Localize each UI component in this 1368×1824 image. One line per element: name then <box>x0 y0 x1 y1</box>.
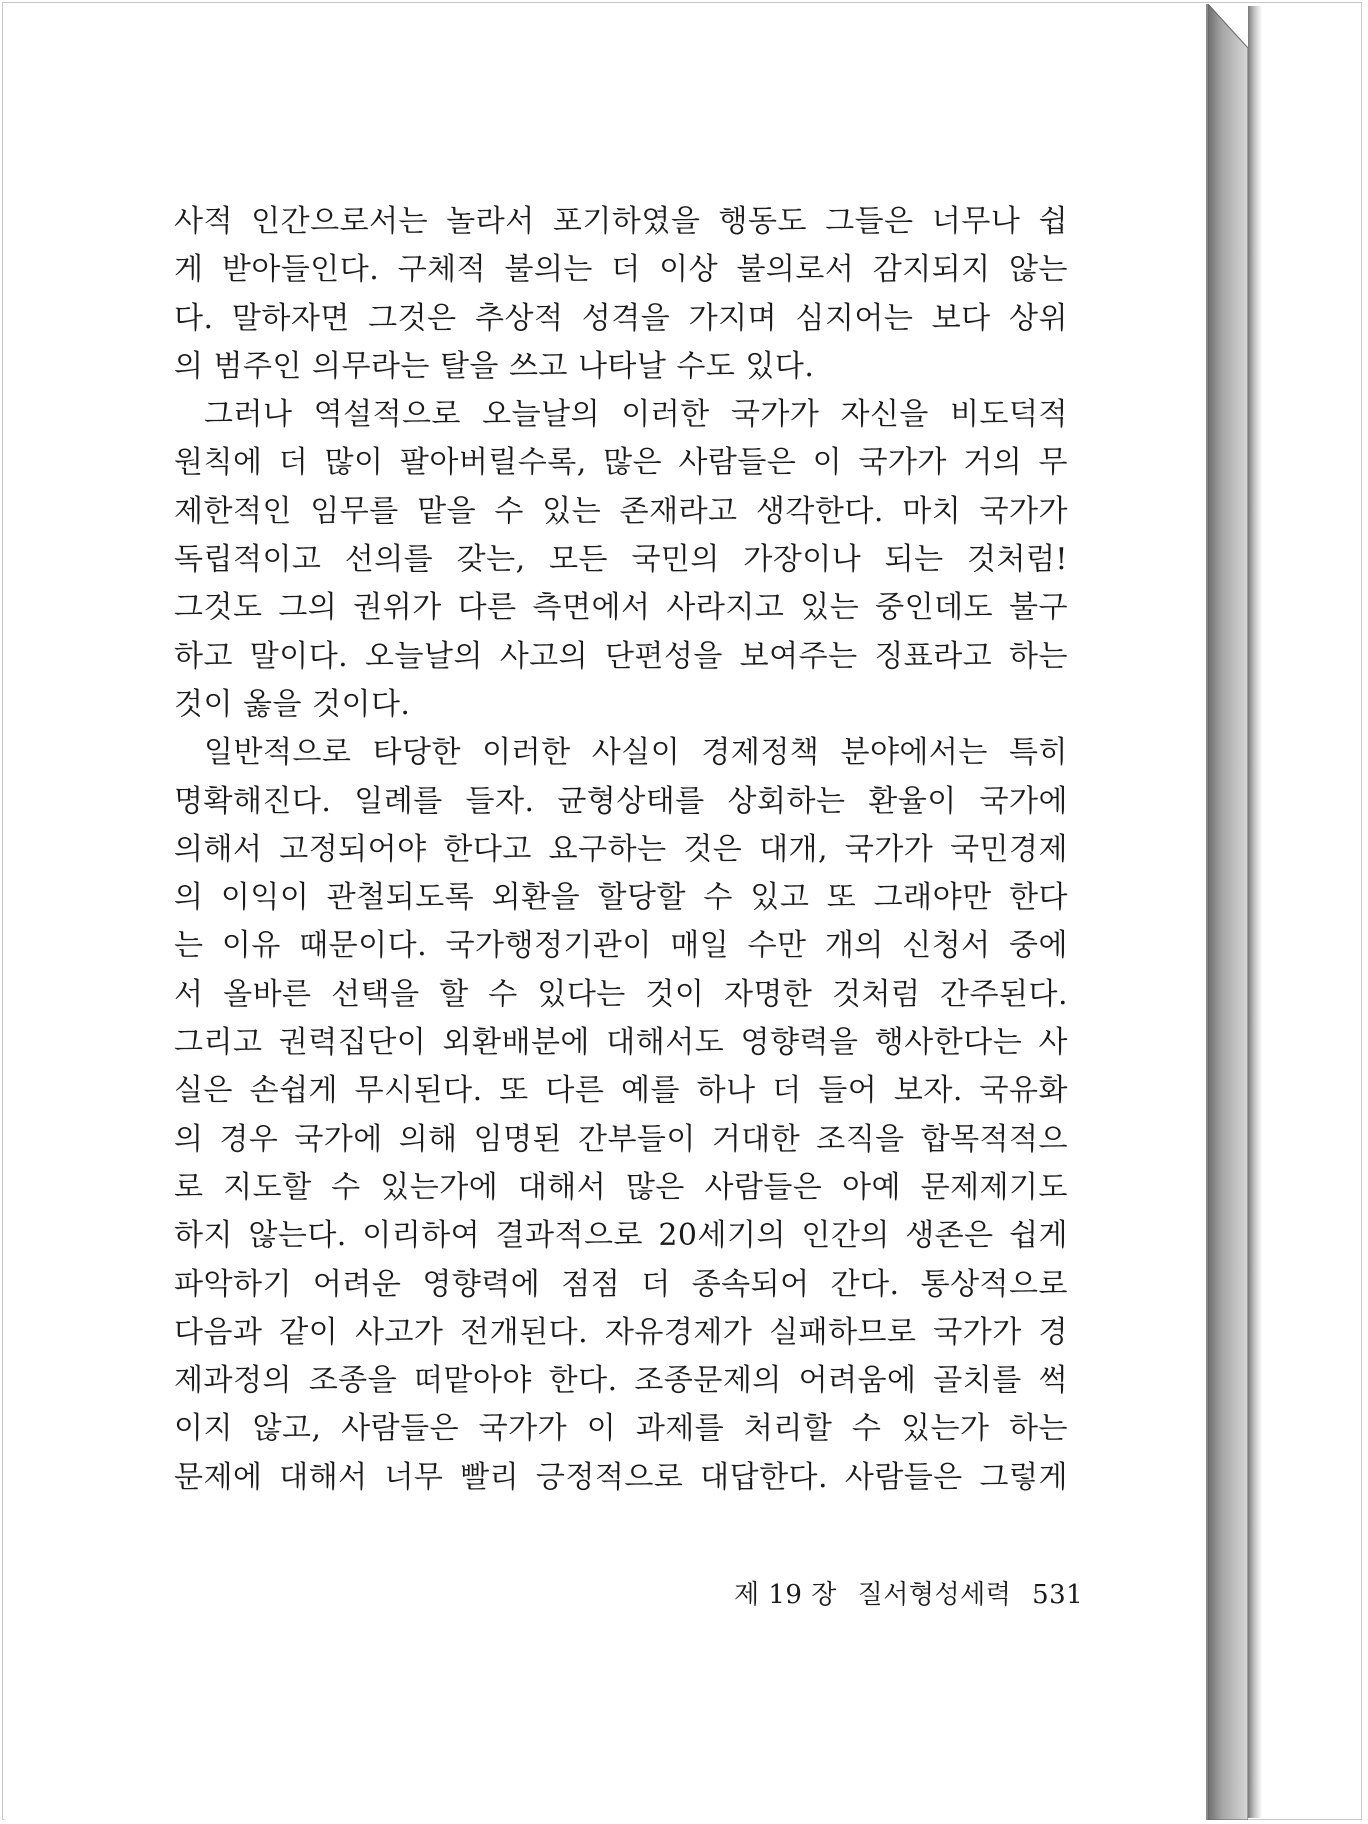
chapter-title: 질서형성세력 <box>857 1580 1012 1610</box>
text-line: 사적 인간으로서는 놀라서 포기하였을 행동도 그들은 너무나 쉽 <box>174 204 1068 239</box>
text-line: 는 이유 때문이다. 국가행정기관이 매일 수만 개의 신청서 중에 <box>174 928 1068 964</box>
text-line: 다음과 같이 사고가 전개된다. 자유경제가 실패하므로 국가가 경 <box>174 1314 1068 1350</box>
page-footer <box>734 1578 1084 1612</box>
text-line: 의 범주인 의무라는 탈을 쓰고 나타날 수도 있다. <box>174 348 815 384</box>
text-line: 일반적으로 타당한 이러한 사실이 경제정책 분야에서는 특히 <box>204 735 1068 771</box>
text-line: 것이 옳을 것이다. <box>174 686 411 722</box>
text-line: 제과정의 조종을 떠맡아야 한다. 조종문제의 어려움에 골치를 썩 <box>174 1363 1068 1399</box>
text-line: 게 받아들인다. 구체적 불의는 더 이상 불의로서 감지되지 않는 <box>174 252 1068 288</box>
page-number: 531 <box>1032 1580 1084 1610</box>
body-text <box>174 198 1068 1502</box>
text-line: 그러나 역설적으로 오늘날의 이러한 국가가 자신을 비도덕적 <box>204 397 1068 433</box>
text-line: 로 지도할 수 있는가에 대해서 많은 사람들은 아예 문제제기도 <box>174 1169 1068 1205</box>
text-line: 명확해진다. 일례를 들자. 균형상태를 상회하는 환율이 국가에 <box>174 783 1068 819</box>
text-line: 그리고 권력집단이 외환배분에 대해서도 영향력을 행사한다는 사 <box>174 1025 1068 1061</box>
page-shadow <box>1248 6 1262 1818</box>
text-line: 제한적인 임무를 맡을 수 있는 존재라고 생각한다. 마치 국가가 <box>174 493 1068 529</box>
text-line: 의해서 고정되어야 한다고 요구하는 것은 대개, 국가가 국민경제 <box>174 831 1068 867</box>
text-line: 의 이익이 관철되도록 외환을 할당할 수 있고 또 그래야만 한다 <box>174 880 1068 916</box>
text-line: 다. 말하자면 그것은 추상적 성격을 가지며 심지어는 보다 상위 <box>174 300 1068 336</box>
book-page <box>4 4 1208 1820</box>
text-line: 의 경우 국가에 의해 임명된 간부들이 거대한 조직을 합목적적으 <box>174 1121 1068 1157</box>
text-line: 파악하기 어려운 영향력에 점점 더 종속되어 간다. 통상적으로 <box>174 1266 1068 1302</box>
text-line: 이지 않고, 사람들은 국가가 이 과제를 처리할 수 있는가 하는 <box>174 1411 1068 1447</box>
text-line: 독립적이고 선의를 갖는, 모든 국민의 가장이나 되는 것처럼! <box>174 542 1068 578</box>
text-line: 문제에 대해서 너무 빨리 긍정적으로 대답한다. 사람들은 그렇게 <box>174 1459 1068 1495</box>
text-line: 하지 않는다. 이리하여 결과적으로 20세기의 인간의 생존은 쉽게 <box>174 1218 1068 1254</box>
text-line: 그것도 그의 권위가 다른 측면에서 사라지고 있는 중인데도 불구 <box>174 590 1068 626</box>
text-line: 서 올바른 선택을 할 수 있다는 것이 자명한 것처럼 간주된다. <box>174 976 1068 1012</box>
chapter-label: 제 19 장 <box>734 1580 837 1610</box>
page-edge-3d <box>1208 4 1248 1820</box>
text-line: 원칙에 더 많이 팔아버릴수록, 많은 사람들은 이 국가가 거의 무 <box>174 445 1068 481</box>
text-line: 실은 손쉽게 무시된다. 또 다른 예를 하나 더 들어 보자. 국유화 <box>174 1073 1068 1109</box>
text-line: 하고 말이다. 오늘날의 사고의 단편성을 보여주는 징표라고 하는 <box>174 638 1068 674</box>
